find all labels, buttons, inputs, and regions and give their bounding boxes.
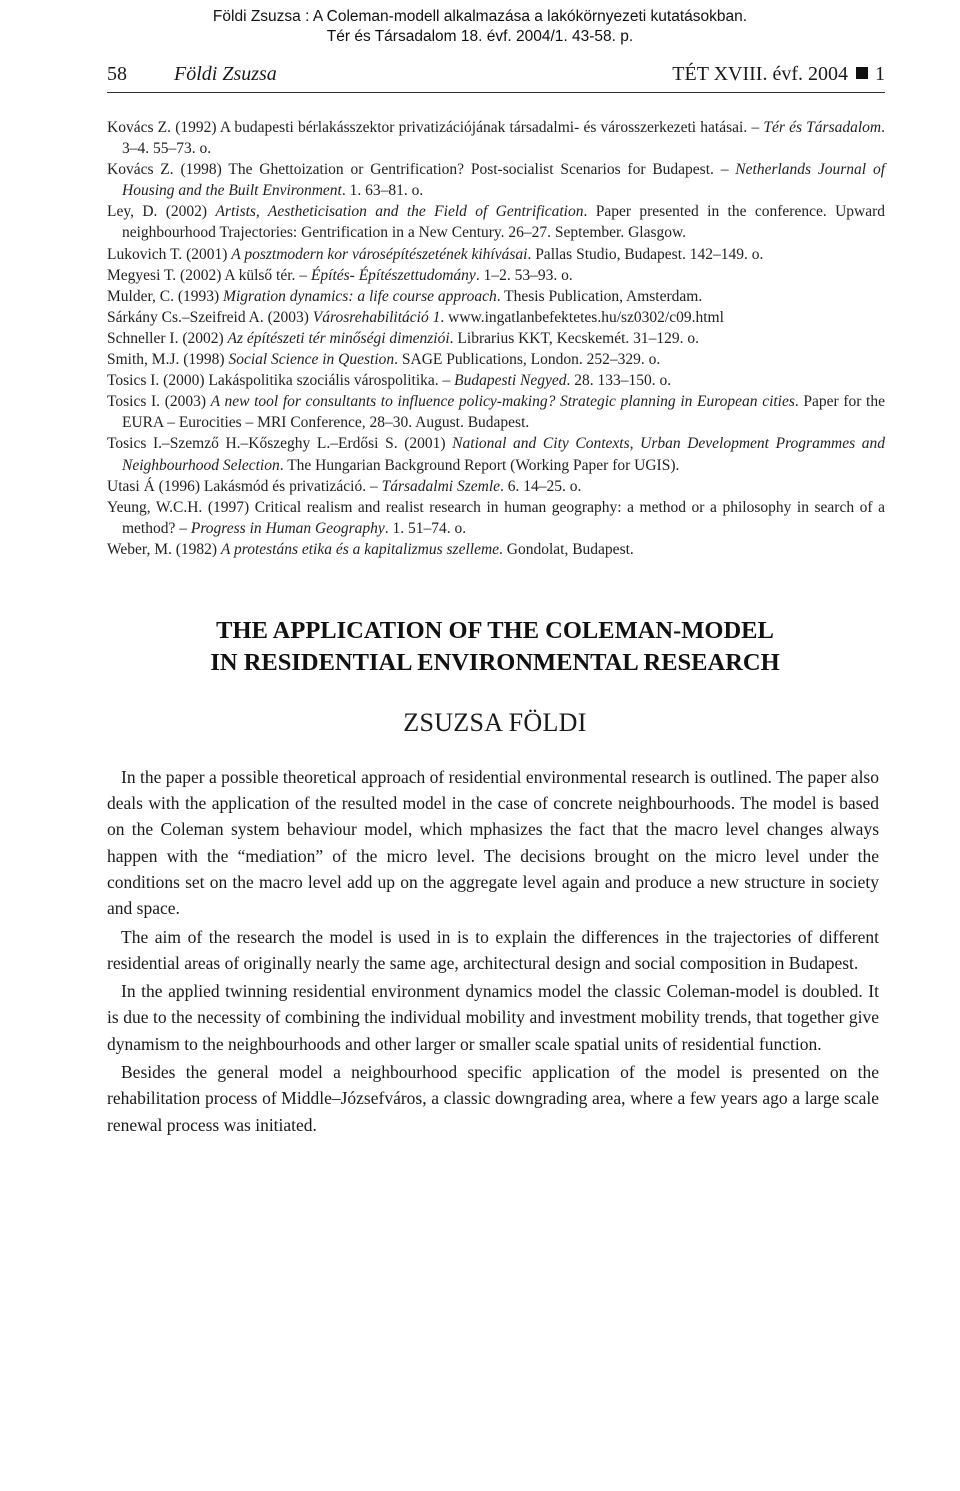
reference-item: Tosics I. (2003) A new tool for consultants to influence policy-making? Strategic planning in European cities. Paper for the EURA – Eurocities – MRI Conference, 28–30. August. Budapest. bbox=[107, 393, 885, 432]
running-header-author: Földi Zsuzsa bbox=[174, 63, 277, 85]
english-title-line-2: IN RESIDENTIAL ENVIRONMENTAL RESEARCH bbox=[210, 649, 780, 676]
english-title bbox=[0, 615, 960, 679]
page-number: 58 bbox=[107, 63, 127, 85]
journal-issue: TÉT XVIII. évf. 2004 bbox=[672, 63, 848, 85]
reference-list bbox=[107, 117, 885, 560]
reference-item: Smith, M.J. (1998) Social Science in Question. SAGE Publications, London. 252–329. o. bbox=[107, 351, 661, 369]
english-title-line-1: THE APPLICATION OF THE COLEMAN-MODEL bbox=[216, 617, 774, 644]
reference-item: Kovács Z. (1998) The Ghettoization or Gentrification? Post-socialist Scenarios for Budapest. – Netherlands Journal of Housing and the Built Environment. 1. 63–81. o. bbox=[107, 161, 885, 200]
reference-item: Weber, M. (1982) A protestáns etika és a kapitalizmus szelleme. Gondolat, Budapest. bbox=[107, 540, 634, 558]
reference-item: Sárkány Cs.–Szeifreid A. (2003) Városrehabilitáció 1. www.ingatlanbefektetes.hu/sz0302/c09.html bbox=[107, 308, 724, 326]
reference-item: Mulder, C. (1993) Migration dynamics: a life course approach. Thesis Publication, Amsterdam. bbox=[107, 287, 703, 305]
citation-header bbox=[0, 7, 960, 47]
citation-line-2: Tér és Társadalom 18. évf. 2004/1. 43-58. p. bbox=[326, 28, 634, 45]
reference-item: Yeung, W.C.H. (1997) Critical realism and realist research in human geography: a method or a philosophy in search of a method? – Progress in Human Geography. 1. 51–74. o. bbox=[107, 498, 885, 537]
reference-item: Megyesi T. (2002) A külső tér. – Építés- Építészettudomány. 1–2. 53–93. o. bbox=[107, 266, 573, 284]
reference-item: Tosics I.–Szemző H.–Kőszeghy L.–Erdősi S. (2001) National and City Contexts, Urban Development Programmes and Neighbourhood Selection. The Hungarian Background Report (Working Paper for UGIS). bbox=[107, 435, 885, 474]
abstract-paragraph: Besides the general model a neighbourhood specific application of the model is presented on the rehabilitation process of Middle–Józsefváros, a classic downgrading area, where a few years ago a large scale renewal process was initiated. bbox=[107, 1062, 879, 1135]
reference-item: Ley, D. (2002) Artists, Aestheticisation and the Field of Gentrification. Paper presented in the conference. Upward neighbourhood Trajectories: Gentrification in a New Century. 26–27. September. Glasgow. bbox=[107, 203, 885, 242]
reference-item: Utasi Á (1996) Lakásmód és privatizáció. – Társadalmi Szemle. 6. 14–25. o. bbox=[107, 477, 582, 495]
square-bullet-icon bbox=[856, 67, 868, 79]
reference-item: Lukovich T. (2001) A posztmodern kor városépítészetének kihívásai. Pallas Studio, Budapest. 142–149. o. bbox=[107, 245, 764, 263]
running-header-journal bbox=[672, 60, 885, 88]
journal-number: 1 bbox=[875, 63, 885, 85]
abstract bbox=[107, 764, 879, 1140]
reference-item: Tosics I. (2000) Lakáspolitika szociális várospolitika. – Budapesti Negyed. 28. 133–150. o. bbox=[107, 372, 672, 390]
abstract-paragraph: The aim of the research the model is used in is to explain the differences in the trajectories of different residential areas of originally nearly the same age, architectural design and social composition in Budapest. bbox=[107, 926, 879, 973]
citation-line-1: Földi Zsuzsa : A Coleman-modell alkalmazása a lakókörnyezeti kutatásokban. bbox=[212, 8, 748, 25]
reference-item: Kovács Z. (1992) A budapesti bérlakásszektor privatizációjának társadalmi- és városszerkezeti hatásai. – Tér és Társadalom. 3–4. 55–73. o. bbox=[107, 119, 885, 158]
abstract-paragraph: In the applied twinning residential environment dynamics model the classic Coleman-model is doubled. It is due to the necessity of combining the individual mobility and investment mobility trends, that together give dynamism to the neighbourhoods and other larger or smaller scale spatial units of residential function. bbox=[107, 981, 879, 1054]
reference-item: Schneller I. (2002) Az építészeti tér minőségi dimenziói. Librarius KKT, Kecskemét. 31–129. o. bbox=[107, 329, 700, 347]
english-author-name: ZSUZSA FÖLDI bbox=[403, 708, 587, 737]
running-header bbox=[107, 58, 885, 93]
abstract-paragraph: In the paper a possible theoretical approach of residential environmental research is outlined. The paper also deals with the application of the resulted model in the case of concrete neighbourhoods. The model is based on the Coleman system behaviour model, which mphasizes the fact that the macro level changes always happen with the “mediation” of the micro level. The decisions brought on the micro level under the conditions set on the macro level add up on the aggregate level again and produce a new structure in society and space. bbox=[107, 767, 879, 919]
